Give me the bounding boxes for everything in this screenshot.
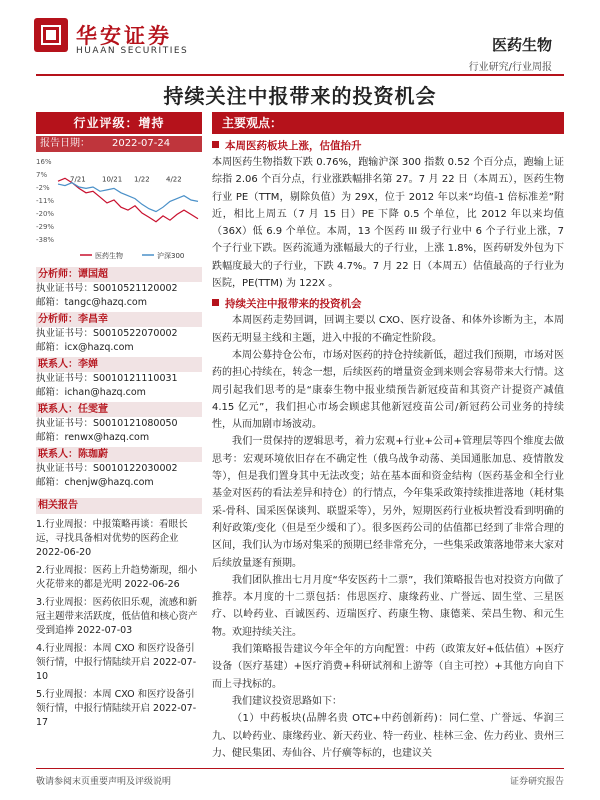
huaan-logo-icon xyxy=(34,18,68,52)
analyst-name: 陈珈蔚 xyxy=(78,449,108,460)
header-divider xyxy=(36,74,564,76)
page-header xyxy=(0,0,600,78)
y-tick-label: 16% xyxy=(36,158,52,166)
legend-label: 医药生物 xyxy=(95,252,123,260)
related-report-item[interactable]: 3.行业周报：医药依旧乐观，流感和新冠主题带来活跃度，低估值和核心资产受到追捧 2022-07-03 xyxy=(36,597,198,636)
x-tick-label: 1/22 xyxy=(134,175,150,184)
y-tick-label: -38% xyxy=(36,236,55,244)
related-report-item[interactable]: 5.行业周报：本周 CXO 和医疗设备引领行情，中报行情陆续开启 2022-07-17 xyxy=(36,689,197,728)
analyst-email: 邮箱：chenjw@hazq.com xyxy=(36,477,154,488)
series-line-1 xyxy=(58,183,198,212)
company-name-en: HUAAN SECURITIES xyxy=(76,46,189,56)
analyst-name: 任雯萱 xyxy=(78,404,108,415)
y-tick-label: -20% xyxy=(36,210,55,218)
main-content xyxy=(212,112,564,762)
company-name: 华安证券 xyxy=(76,23,172,48)
analyst-name: 李昌幸 xyxy=(78,314,108,325)
left-sidebar xyxy=(36,112,202,734)
analyst-email: 邮箱：renwx@hazq.com xyxy=(36,432,150,443)
analyst-heading xyxy=(36,447,202,462)
analyst-license: 执业证书号：S0010121110031 xyxy=(36,373,178,384)
analyst-name: 谭国超 xyxy=(78,269,108,280)
footer-divider xyxy=(36,768,564,769)
y-tick-label: -29% xyxy=(36,223,55,231)
body-paragraph: 我们团队推出七月月度“华安医药十二票”，我们策略报告也对投资方向做了推荐。本月度的十二票包括：伟思医疗、康缘药业、广誉远、固生堂、三星医疗、以岭药业、百诚医药、迈瑞医疗、药康生物、康德莱、荣昌生物、和元生物。欢迎持续关注。 xyxy=(212,574,564,638)
x-tick-label: 4/22 xyxy=(166,175,182,184)
analyst-heading xyxy=(36,402,202,417)
body-paragraph: 我们建议投资思路如下： xyxy=(232,695,342,707)
performance-chart xyxy=(36,155,202,265)
footer-label: 证券研究报告 xyxy=(509,777,564,787)
analyst-email: 邮箱：tangc@hazq.com xyxy=(36,297,147,308)
analyst-list xyxy=(36,267,202,490)
body-paragraph: （1）中药板块(品牌名贵 OTC+中药创新药)：同仁堂、广誉远、华润三九、以岭药业、康缘药业、新天药业、特一药业、桂林三金、佐力药业、贵州三力、健民集团、寿仙谷、片仔癀等标的，也建议关 xyxy=(212,713,564,759)
related-report-item[interactable]: 1.行业周报：中报策略再谈：看眼长远，寻找具备相对优势的医药企业 2022-06-20 xyxy=(36,519,188,558)
related-report-item[interactable]: 2.行业周报：医药上升趋势渐现，细小火花带来的都是光明 2022-06-26 xyxy=(36,565,198,590)
report-date: 2022-07-24 xyxy=(112,138,171,149)
legend-label: 沪深300 xyxy=(157,252,185,260)
report-date-bar xyxy=(36,136,202,152)
analyst-name: 李婵 xyxy=(78,359,98,370)
x-tick-label: 10/21 xyxy=(102,175,123,184)
related-reports-list xyxy=(36,518,202,730)
body-paragraph: 我们一贯保持的逻辑思考，着力宏观+行业+公司+管理层等四个维度去做思考：宏观环境依旧存在不确定性（俄乌战争动荡、美国通胀加息、疫情散发等），但是我们置身其中无法改变；站在基本面和资金结构（医药基金和全行业基金对医药的看法差异和持仓）的行情点，今年集采政策持续推进落地（耗材集采-骨科、国采医保谈判、联盟采等），另外，短期医药行业板块暂没看到明确的利好政策/变化（但是至少缓和了）。很多医药公司的估值都已经到了非常合理的区间，我们认为市场对集采的预期已经非常充分，一些集采政策落地带来大家对后续放量逐有预期。 xyxy=(212,436,564,569)
analyst-role: 分析师： xyxy=(38,269,78,280)
industry-rating: 行业评级：增持 xyxy=(36,112,202,134)
footer-disclaimer: 敬请参阅末页重要声明及评级说明 xyxy=(36,777,172,787)
analyst-email: 邮箱：icx@hazq.com xyxy=(36,342,134,353)
analyst-role: 分析师： xyxy=(38,314,78,325)
report-date-label: 报告日期： xyxy=(40,138,90,149)
performance-chart-svg xyxy=(36,155,202,265)
section-heading-2-text: 持续关注中报带来的投资机会 xyxy=(225,298,362,311)
body-paragraph: 本周公募持仓公布，市场对医药的持仓持续新低，超过我们预期，市场对医药的担心持续在，转念一想，后续医药的增量资金到来则会容易带来大行情。这周引起我们思考的是“康泰生物中报业绩预告新冠疫苗和其资产计提资产减值 4.15 亿元”，我们担心市场会顾虑其他新冠疫苗公司/新冠药公司业务的持续性，从而加剧市场波动。 xyxy=(212,349,564,431)
analyst-license: 执业证书号：S0010121080050 xyxy=(36,418,178,429)
analyst-heading xyxy=(36,357,202,372)
analyst-license: 执业证书号：S0010122030002 xyxy=(36,463,178,474)
section-heading-1-text: 本周医药板块上涨，估值抬升 xyxy=(225,140,362,152)
analyst-license: 执业证书号：S0010521120002 xyxy=(36,283,178,294)
analyst-role: 联系人： xyxy=(38,359,78,370)
key-points-title: 主要观点： xyxy=(212,112,564,134)
analyst-role: 联系人： xyxy=(38,404,78,415)
series-line-0 xyxy=(58,178,198,221)
body-paragraph: 本周医药走势回调，回调主要以 CXO、医疗设备、和体外诊断为主，本周医药无明显主线和主题，进入中报的不确定性阶段。 xyxy=(212,315,564,344)
body-paragraph: 我们策略报告建议今年全年的方向配置：中药（政策友好+低估值）+医疗设备（医疗基建）+医疗消费+科研试剂和上游等（自主可控）+其他方向自下而上寻找标的。 xyxy=(212,644,564,690)
y-tick-label: -2% xyxy=(36,184,50,192)
analyst-license: 执业证书号：S0010522070002 xyxy=(36,328,178,339)
square-bullet-icon xyxy=(212,299,219,306)
x-tick-label: 7/21 xyxy=(70,175,86,184)
related-report-item[interactable]: 4.行业周报：本周 CXO 和医疗设备引领行情，中报行情陆续开启 2022-07-10 xyxy=(36,643,197,682)
analyst-heading xyxy=(36,267,202,282)
section-1-paragraph: 本周医药生物指数下跌 0.76%，跑输沪深 300 指数 0.52 个百分点，跑输上证综指 2.06 个百分点，行业涨跌幅排名第 27。7 月 22 日（本周五），医药生物行业 PE（TTM，剔除负值）为 29X，位于 2012 年以来“均值-1 倍标准差”附近，相比上周五（7 月 15 日）PE 下降 0.5 个单位，比 2012 年以来均值（36X）低 6.9 个单位。本周，13 个医药 III 级子行业中 6 个子行业上涨，7 个子行业下跌。医药流通为涨幅最大的子行业，上涨 1.8%，医药研发外包为下跌幅度最大的子行业，下跌 4.7%。7 月 22 日（本周五）估值最高的子行业为医院，PE(TTM) 为 122X 。 xyxy=(212,157,564,290)
section-heading-1 xyxy=(212,138,564,154)
y-tick-label: 7% xyxy=(36,171,48,179)
related-reports-title: 相关报告 xyxy=(36,498,202,514)
section-heading-2 xyxy=(212,296,564,312)
section-2-paragraphs xyxy=(212,312,564,762)
sector-label: 医药生物 xyxy=(491,36,552,54)
report-type: 行业研究/行业周报 xyxy=(468,62,552,73)
square-bullet-icon xyxy=(212,141,219,148)
y-tick-label: -11% xyxy=(36,197,55,205)
analyst-heading xyxy=(36,312,202,327)
report-title: 持续关注中报带来的投资机会 xyxy=(163,84,437,108)
analyst-role: 联系人： xyxy=(38,449,78,460)
analyst-email: 邮箱：ichan@hazq.com xyxy=(36,387,146,398)
